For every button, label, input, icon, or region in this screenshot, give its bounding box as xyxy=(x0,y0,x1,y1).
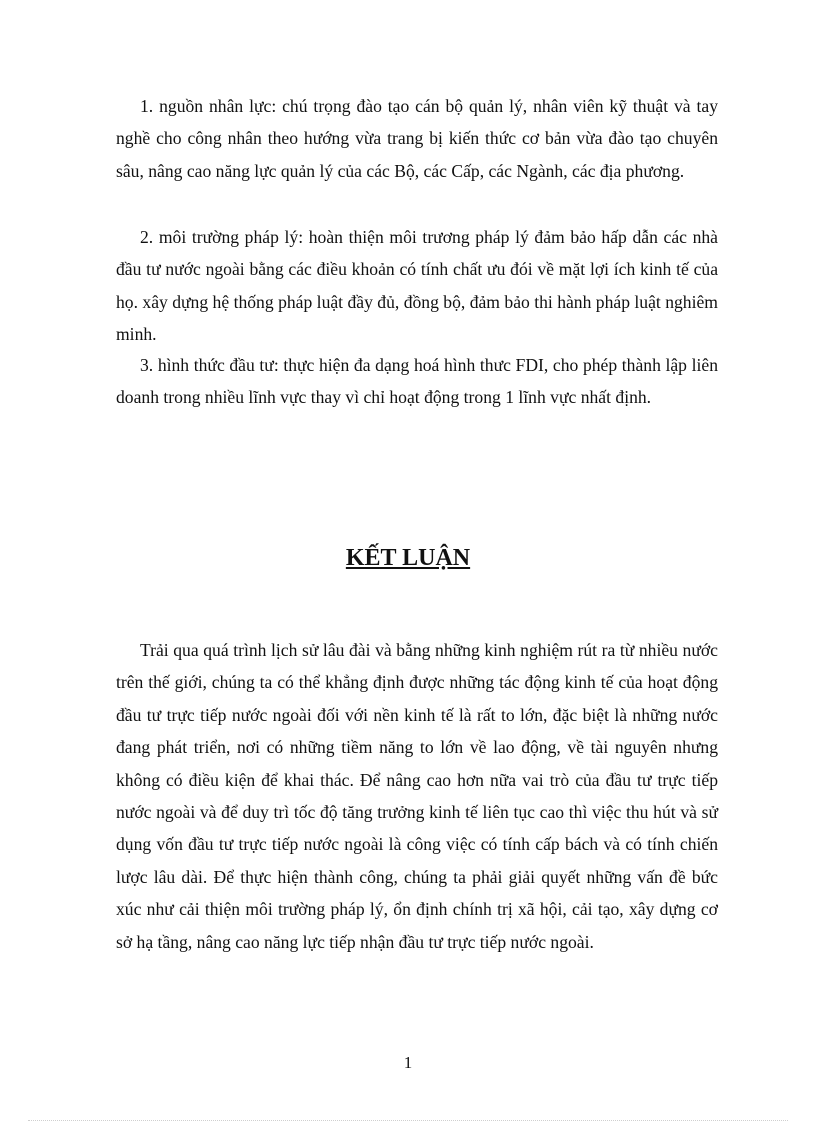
page-bottom-divider xyxy=(28,1120,788,1121)
list-item-human-resources: 1. nguồn nhân lực: chú trọng đào tạo cán bộ quản lý, nhân viên kỹ thuật và tay nghề cho công nhân theo hướng vừa trang bị kiến thức cơ bản vừa đào tạo chuyên sâu, nâng cao năng lực quản lý của các Bộ, các Cấp, các Ngành, các địa phương. xyxy=(116,96,718,181)
list-item-investment-form: 3. hình thức đầu tư: thực hiện đa dạng hoá hình thưc FDI, cho phép thành lập liên doanh trong nhiều lĩnh vực thay vì chỉ hoạt động trong 1 lĩnh vực nhất định. xyxy=(116,355,718,408)
conclusion-paragraph: Trải qua quá trình lịch sử lâu đài và bằng những kinh nghiệm rút ra từ nhiều nước trên thế giới, chúng ta có thể khẳng định được những tác động kinh tế của hoạt động đầu tư trực tiếp nước ngoài đối với nền kinh tế là rất to lớn, đặc biệt là những nước đang phát triển, nơi có những tiềm năng to lớn về lao động, về tài nguyên nhưng không có điều kiện để khai thác. Để nâng cao hơn nữa vai trò của đầu tư trực tiếp nước ngoài và để duy trì tốc độ tăng trưởng kinh tế liên tục cao thì việc thu hút và sử dụng vốn đầu tư trực tiếp nước ngoài là công việc có tính cấp bách và có tính chiến lược lâu dài. Để thực hiện thành công, chúng ta phải giải quyết những vấn đề bức xúc như cải thiện môi trường pháp lý, ổn định chính trị xã hội, cải tạo, xây dựng cơ sở hạ tầng, nâng cao năng lực tiếp nhận đầu tư trực tiếp nước ngoài. xyxy=(116,640,718,952)
conclusion-heading: KẾT LUẬN xyxy=(345,545,471,571)
list-item-legal-environment: 2. môi trường pháp lý: hoàn thiện môi trương pháp lý đảm bảo hấp dẫn các nhà đầu tư nước ngoài bằng các điều khoản có tính chất ưu đói về mặt lợi ích kinh tế của họ. xây dựng hệ thống pháp luật đầy đủ, đồng bộ, đảm bảo thi hành pháp luật nghiêm minh. xyxy=(116,227,718,345)
page-number: 1 xyxy=(403,1053,413,1072)
